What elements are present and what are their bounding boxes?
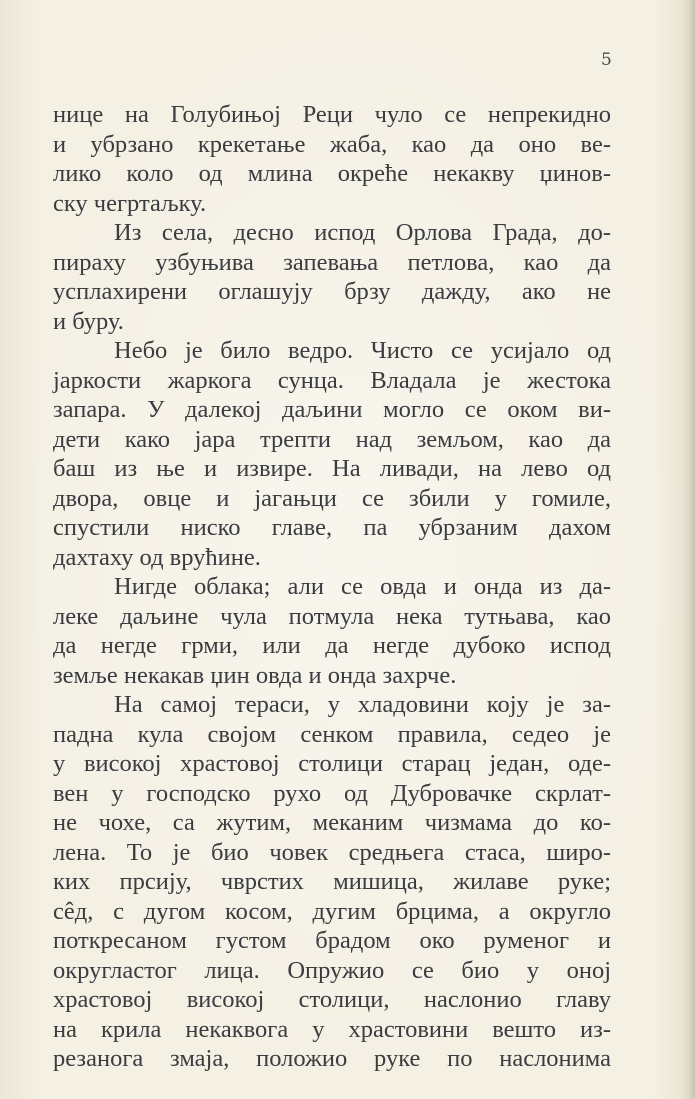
text-line: поткресаном густом брадом око руменог и (53, 927, 611, 954)
text-line: Из села, десно испод Орлова Града, до- (114, 219, 611, 246)
text-line: Небо је било ведро. Чисто се усијало од (114, 337, 611, 364)
text-line: вен у господско рухо од Дубровачке скрлат- (53, 779, 611, 807)
text-line: округластог лица. Опружио се био у оној (53, 956, 611, 984)
text-line: нице на Голубињој Реци чуло се непрекидно (53, 101, 611, 128)
text-line: сêд, с дугом косом, дугим брцима, а округло (53, 897, 611, 925)
text-line: лико коло од млина окреће некакву џинов- (53, 160, 611, 187)
text-line: ких прсију, чврстих мишица, жилаве руке; (53, 868, 611, 895)
text-line: усплахирени оглашују брзу дажду, ако не (53, 278, 611, 305)
text-line: јаркости жаркога сунца. Владала је жестока (53, 366, 611, 394)
text-line: ску чегртаљку. (53, 189, 207, 217)
text-line: храстовој високој столици, наслонио главу (53, 986, 611, 1013)
page-number: 5 (601, 50, 612, 70)
body-text (53, 100, 611, 1074)
text-line: лена. То је био човек средњега стаса, широ- (53, 838, 611, 866)
text-line: резанога змаја, положио руке по наслонима (53, 1045, 611, 1072)
text-line: на крила некаквога у храстовини вешто из- (53, 1015, 611, 1043)
text-line: и убрзано крекетање жаба, као да оно ве- (53, 130, 611, 158)
text-line: Нигде облака; али се овда и онда из да- (114, 573, 611, 600)
text-line: баш из ње и извире. На ливади, на лево од (53, 455, 611, 482)
text-line: падна кула својом сенком правила, седео је (53, 720, 611, 748)
text-line: дети како јара трепти над земљом, као да (53, 425, 611, 453)
text-line: двора, овце и јагањци се збили у гомиле, (53, 484, 611, 512)
text-line: не чохе, са жутим, меканим чизмама до ко- (53, 809, 611, 836)
page-edge-shadow (681, 0, 695, 1099)
text-line: пираху узбуњива запевања петлова, као да (53, 248, 611, 276)
text-line: земље некакав џин овда и онда захрче. (53, 661, 457, 689)
text-line: дахтаху од врућине. (53, 543, 261, 571)
text-line: да негде грми, или да негде дубоко испод (53, 632, 611, 659)
text-line: На самој тераси, у хладовини коју је за- (114, 691, 611, 718)
text-line: у високој храстовој столици старац један, оде- (53, 750, 611, 777)
text-line: и буру. (53, 307, 124, 335)
text-line: запара. У далекој даљини могло се оком ви- (53, 396, 611, 423)
text-line: спустили ниско главе, па убрзаним дахом (53, 514, 611, 541)
text-line: леке даљине чула потмула нека тутњава, као (53, 602, 611, 630)
